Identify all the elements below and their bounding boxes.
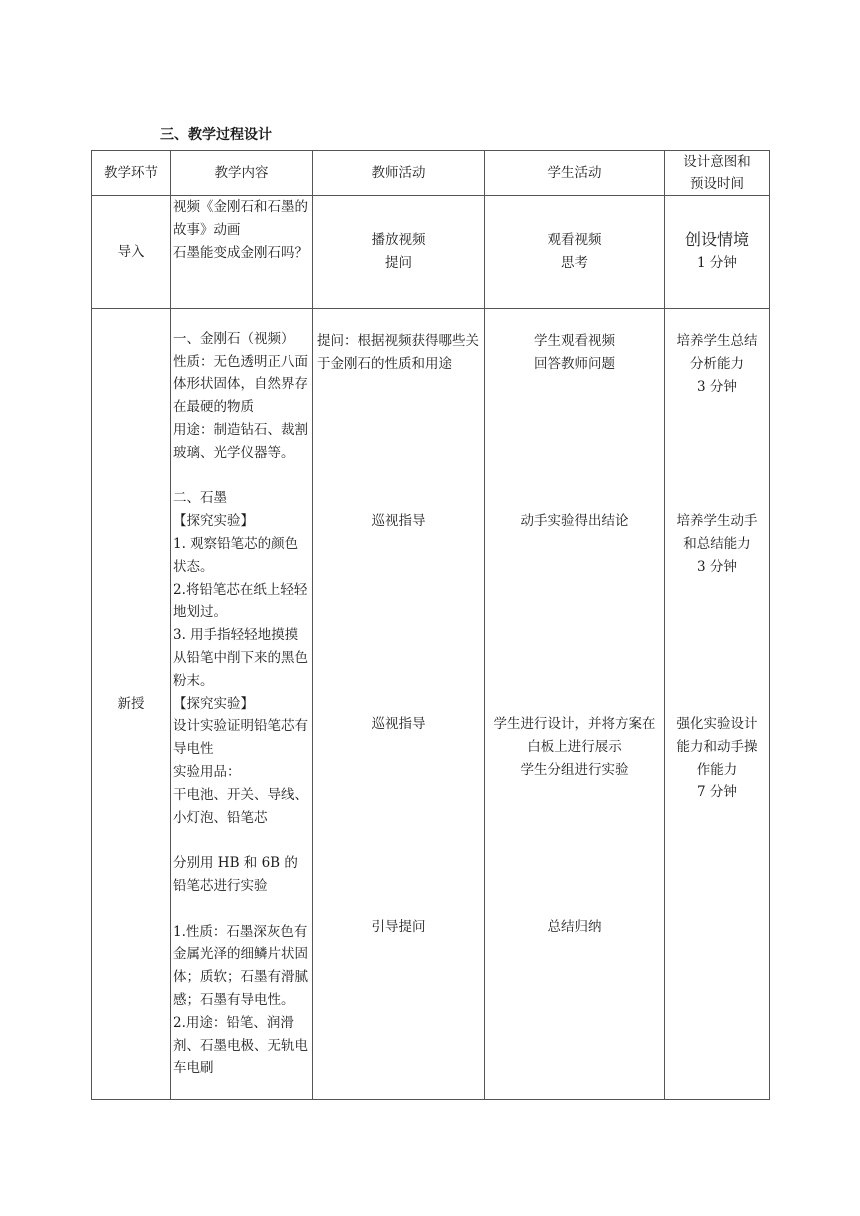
new-student: [485, 309, 665, 1100]
student-activity-3: 学生进行设计，并将方案在白板上进行展示 学生分组进行实验: [493, 716, 656, 778]
intent-3: 强化实验设计能力和动手操作能力 7 分钟: [676, 716, 758, 801]
intro-content: 视频《金刚石和石墨的故事》动画 石墨能变成金刚石吗？: [171, 196, 313, 309]
intro-student: 观看视频 思考: [485, 196, 665, 309]
teaching-process-table: [91, 150, 770, 1100]
new-content: [171, 309, 313, 1100]
intro-intent-time: 1 分钟: [697, 255, 737, 271]
teacher-activity-3: 巡视指导: [371, 716, 426, 732]
teacher-activity-1: 提问：根据视频获得哪些关于金刚石的性质和用途: [317, 333, 479, 372]
student-activity-2: 动手实验得出结论: [520, 513, 629, 529]
new-content-text: 一、金刚石（视频） 性质：无色透明正八面体形状固体，自然界存在最硬的物质 用途：制造钻石、裁割玻璃、光学仪器等。 二、石墨 【探究实验】 1. 观察铅笔芯的颜色状态。 2.将铅笔芯在纸上轻轻地划过。 3. 用手指轻轻地摸摸从铅笔中削下来的黑色粉末。 【探究实验】 设计实验证明铅笔芯有导电性 实验用品： 干电池、开关、导线、小灯泡、铅笔芯 分别用 HB 和 6B 的铅笔芯进行实验 1.性质：石墨深灰色有金属光泽的细鳞片状固体；质软；石墨有滑腻感；石墨有导电性。 2.用途：铅笔、润滑剂、石墨电极、无轨电车电刷: [173, 330, 308, 1077]
new-intent: [665, 309, 770, 1100]
intro-teacher: 播放视频 提问: [313, 196, 485, 309]
intro-stage: 导入: [92, 196, 171, 309]
teacher-activity-4: 引导提问: [371, 919, 426, 935]
student-activity-4: 总结归纳: [547, 919, 602, 935]
teacher-activity-2: 巡视指导: [371, 513, 426, 529]
intro-row: [92, 196, 770, 309]
section-title: 三、教学过程设计: [160, 127, 272, 143]
student-activity-1: 学生观看视频 回答教师问题: [534, 333, 615, 372]
header-student: 学生活动: [485, 151, 665, 196]
intro-intent-label: 创设情境: [684, 230, 749, 250]
intro-intent: [665, 196, 770, 309]
new-lesson-row: [92, 309, 770, 1100]
header-stage: 教学环节: [92, 151, 171, 196]
header-row: [92, 151, 770, 196]
new-stage: 新授: [92, 309, 171, 1100]
intent-1: 培养学生总结分析能力 3 分钟: [676, 333, 758, 395]
intent-2: 培养学生动手和总结能力 3 分钟: [676, 513, 758, 575]
header-intent: 设计意图和 预设时间: [665, 151, 770, 196]
new-teacher: [313, 309, 485, 1100]
header-content: 教学内容: [171, 151, 313, 196]
header-teacher: 教师活动: [313, 151, 485, 196]
